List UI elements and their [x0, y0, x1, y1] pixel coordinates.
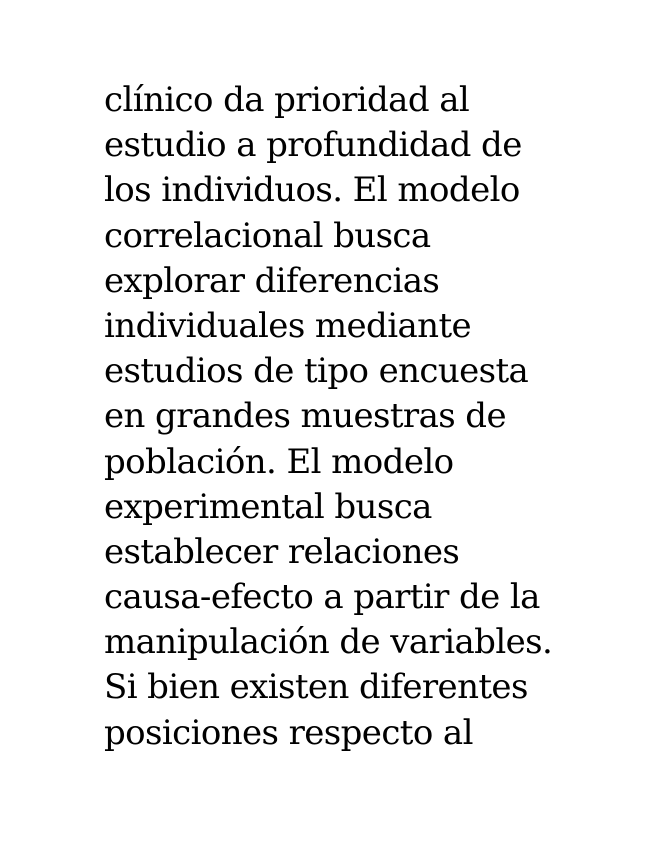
text-line: Si bien existen diferentes: [104, 667, 528, 708]
text-line: individuales mediante: [104, 305, 472, 346]
text-line: causa-efecto a partir de la: [104, 577, 540, 618]
text-line: posiciones respecto al: [104, 712, 473, 753]
text-line: población. El modelo: [104, 441, 454, 482]
text-line: los individuos. El modelo: [104, 170, 520, 211]
text-line: estudio a profundidad de: [104, 125, 522, 166]
text-line: explorar diferencias: [104, 260, 440, 301]
text-line: en grandes muestras de: [104, 396, 506, 437]
text-line: clínico da prioridad al: [104, 80, 470, 120]
text-line: correlacional busca: [104, 215, 431, 256]
text-line: manipulación de variables.: [104, 622, 553, 663]
body-paragraph: [104, 78, 624, 756]
text-line: estudios de tipo encuesta: [104, 351, 529, 392]
text-line: experimental busca: [104, 486, 432, 527]
text-line: establecer relaciones: [104, 531, 460, 572]
